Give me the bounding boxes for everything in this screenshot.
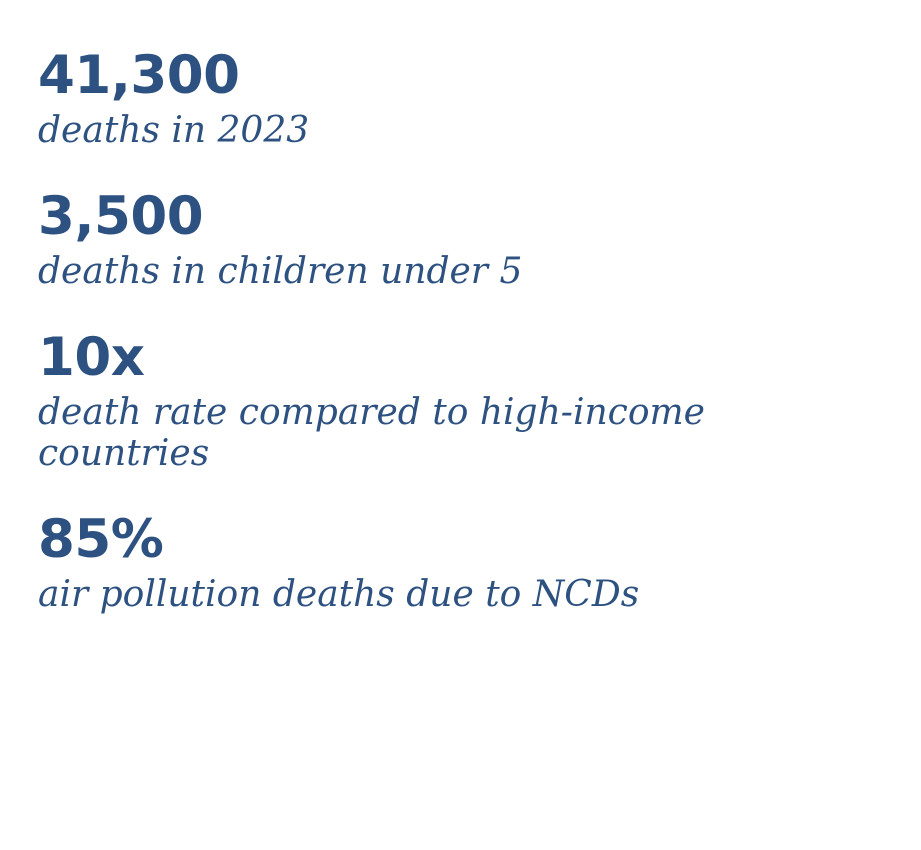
stat-value: 10x xyxy=(38,327,145,389)
stat-value: 41,300 xyxy=(38,45,240,106)
stat-value: 85% xyxy=(38,509,164,571)
stat-block xyxy=(38,45,885,151)
stat-label: deaths in 2023 xyxy=(38,109,310,151)
stat-label: death rate compared to high-income countries xyxy=(38,391,705,475)
stat-block xyxy=(38,186,885,292)
stat-value: 3,500 xyxy=(38,186,204,248)
stat-block xyxy=(38,509,885,616)
stat-block xyxy=(38,327,885,475)
stat-label: air pollution deaths due to NCDs xyxy=(38,574,640,616)
stat-label: deaths in children under 5 xyxy=(38,250,523,292)
